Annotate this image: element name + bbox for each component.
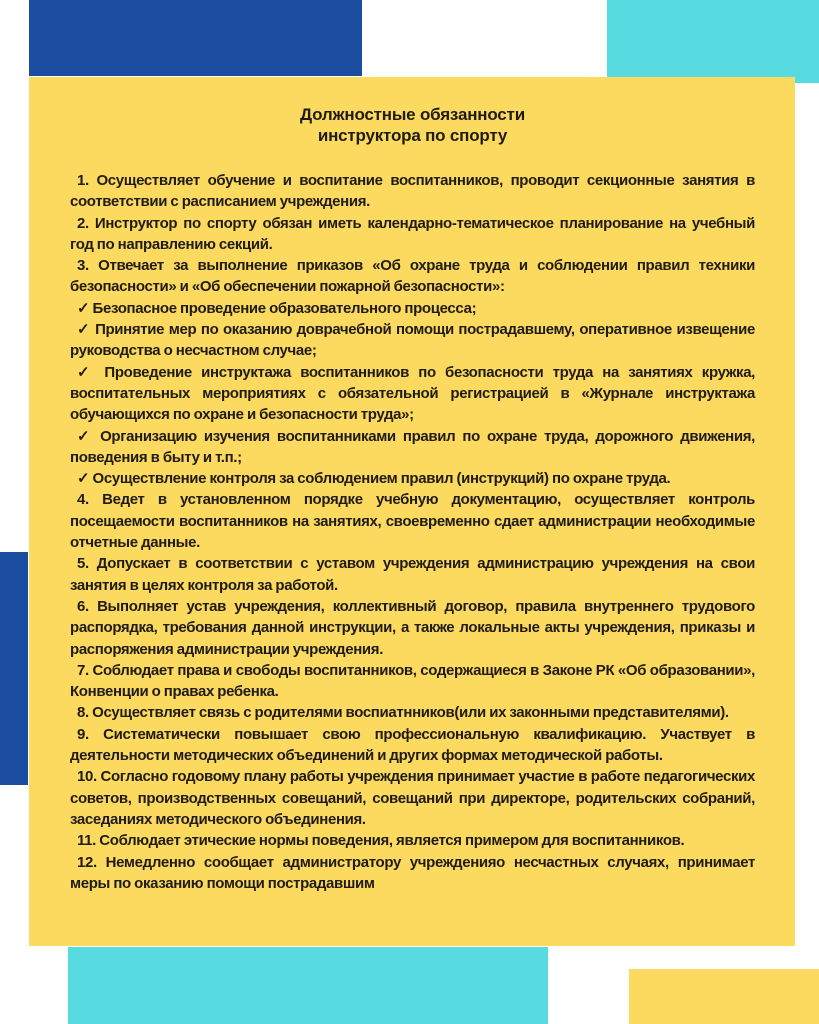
duty-item: 8. Осуществляет связь с родителями воспиатнников(или их законными представителями). bbox=[77, 704, 729, 722]
document-card bbox=[29, 77, 795, 946]
checklist-item: ✓ Проведение инструктажа воспитанников по безопасности труда на занятиях кружка, воспитательных мероприятиях с обязательной регистрацией в «Журнале инструктажа обучающихся по охране и безопасности труда»; bbox=[70, 363, 755, 424]
title-line-1: Должностные обязанности bbox=[300, 105, 525, 124]
duty-item: 7. Соблюдает права и свободы воспитанников, содержащиеся в Законе РК «Об образовании», Конвенции о правах ребенка. bbox=[70, 661, 755, 701]
duty-item: 6. Выполняет устав учреждения, коллективный договор, правила внутреннего трудового распорядка, требования данной инструкции, а также локальные акты учреждения, приказы и распоряжения администрации учреждения. bbox=[70, 597, 755, 658]
duty-item: 3. Отвечает за выполнение приказов «Об охране труда и соблюдении правил техники безопасности» и «Об обеспечении пожарной безопасности»: bbox=[70, 257, 755, 296]
checklist-item: ✓ Безопасное проведение образовательного процесса; bbox=[77, 299, 477, 317]
checklist-item: ✓ Принятие мер по оказанию доврачебной помощи пострадавшему, оперативное извещение руководства о несчастном случае; bbox=[70, 321, 755, 360]
decor-rect-blue-top bbox=[29, 0, 362, 76]
duty-item: 12. Немедленно сообщает администратору учрежденияо несчастных случаях, принимает меры по оказанию помощи пострадавшим bbox=[70, 853, 755, 892]
duty-item: 2. Инструктор по спорту обязан иметь календарно-тематическое планирование на учебный год по направлению секций. bbox=[70, 214, 755, 253]
decor-rect-blue-left bbox=[0, 552, 28, 785]
duty-item: 4. Ведет в установленном порядке учебную документацию, осуществляет контроль посещаемости воспитанников на занятиях, своевременно сдает администрации необходимые отчетные данные. bbox=[70, 491, 755, 552]
duty-item: 9. Систематически повышает свою профессиональную квалификацию. Участвует в деятельности методических объединений и других формах методической работы. bbox=[70, 725, 755, 765]
decor-rect-cyan-bottom bbox=[68, 947, 548, 1024]
decor-rect-yellow-bottom bbox=[629, 969, 819, 1024]
duty-item: 10. Согласно годовому плану работы учреждения принимает участие в работе педагогических советов, производственных совещаний, совещаний при директоре, родительских собраний, заседаниях методического объединения. bbox=[70, 768, 755, 828]
checklist-item: ✓ Осуществление контроля за соблюдением правил (инструкций) по охране труда. bbox=[77, 470, 671, 488]
duty-item: 5. Допускает в соответствии с уставом учреждения администрацию учреждения на свои занятия в целях контроля за работой. bbox=[70, 555, 755, 594]
document-title bbox=[70, 104, 755, 146]
title-line-2: инструктора по спорту bbox=[317, 126, 508, 145]
checklist-item: ✓ Организацию изучения воспитанниками правил по охране труда, дорожного движения, поведения в быту и т.п.; bbox=[70, 427, 755, 466]
duty-item: 11. Соблюдает этические нормы поведения, является примером для воспитанников. bbox=[77, 832, 685, 850]
duty-item: 1. Осуществляет обучение и воспитание воспитанников, проводит секционные занятия в соответствии с расписанием учреждения. bbox=[70, 172, 755, 211]
decor-rect-cyan-top bbox=[607, 0, 819, 83]
document-body bbox=[70, 170, 755, 894]
